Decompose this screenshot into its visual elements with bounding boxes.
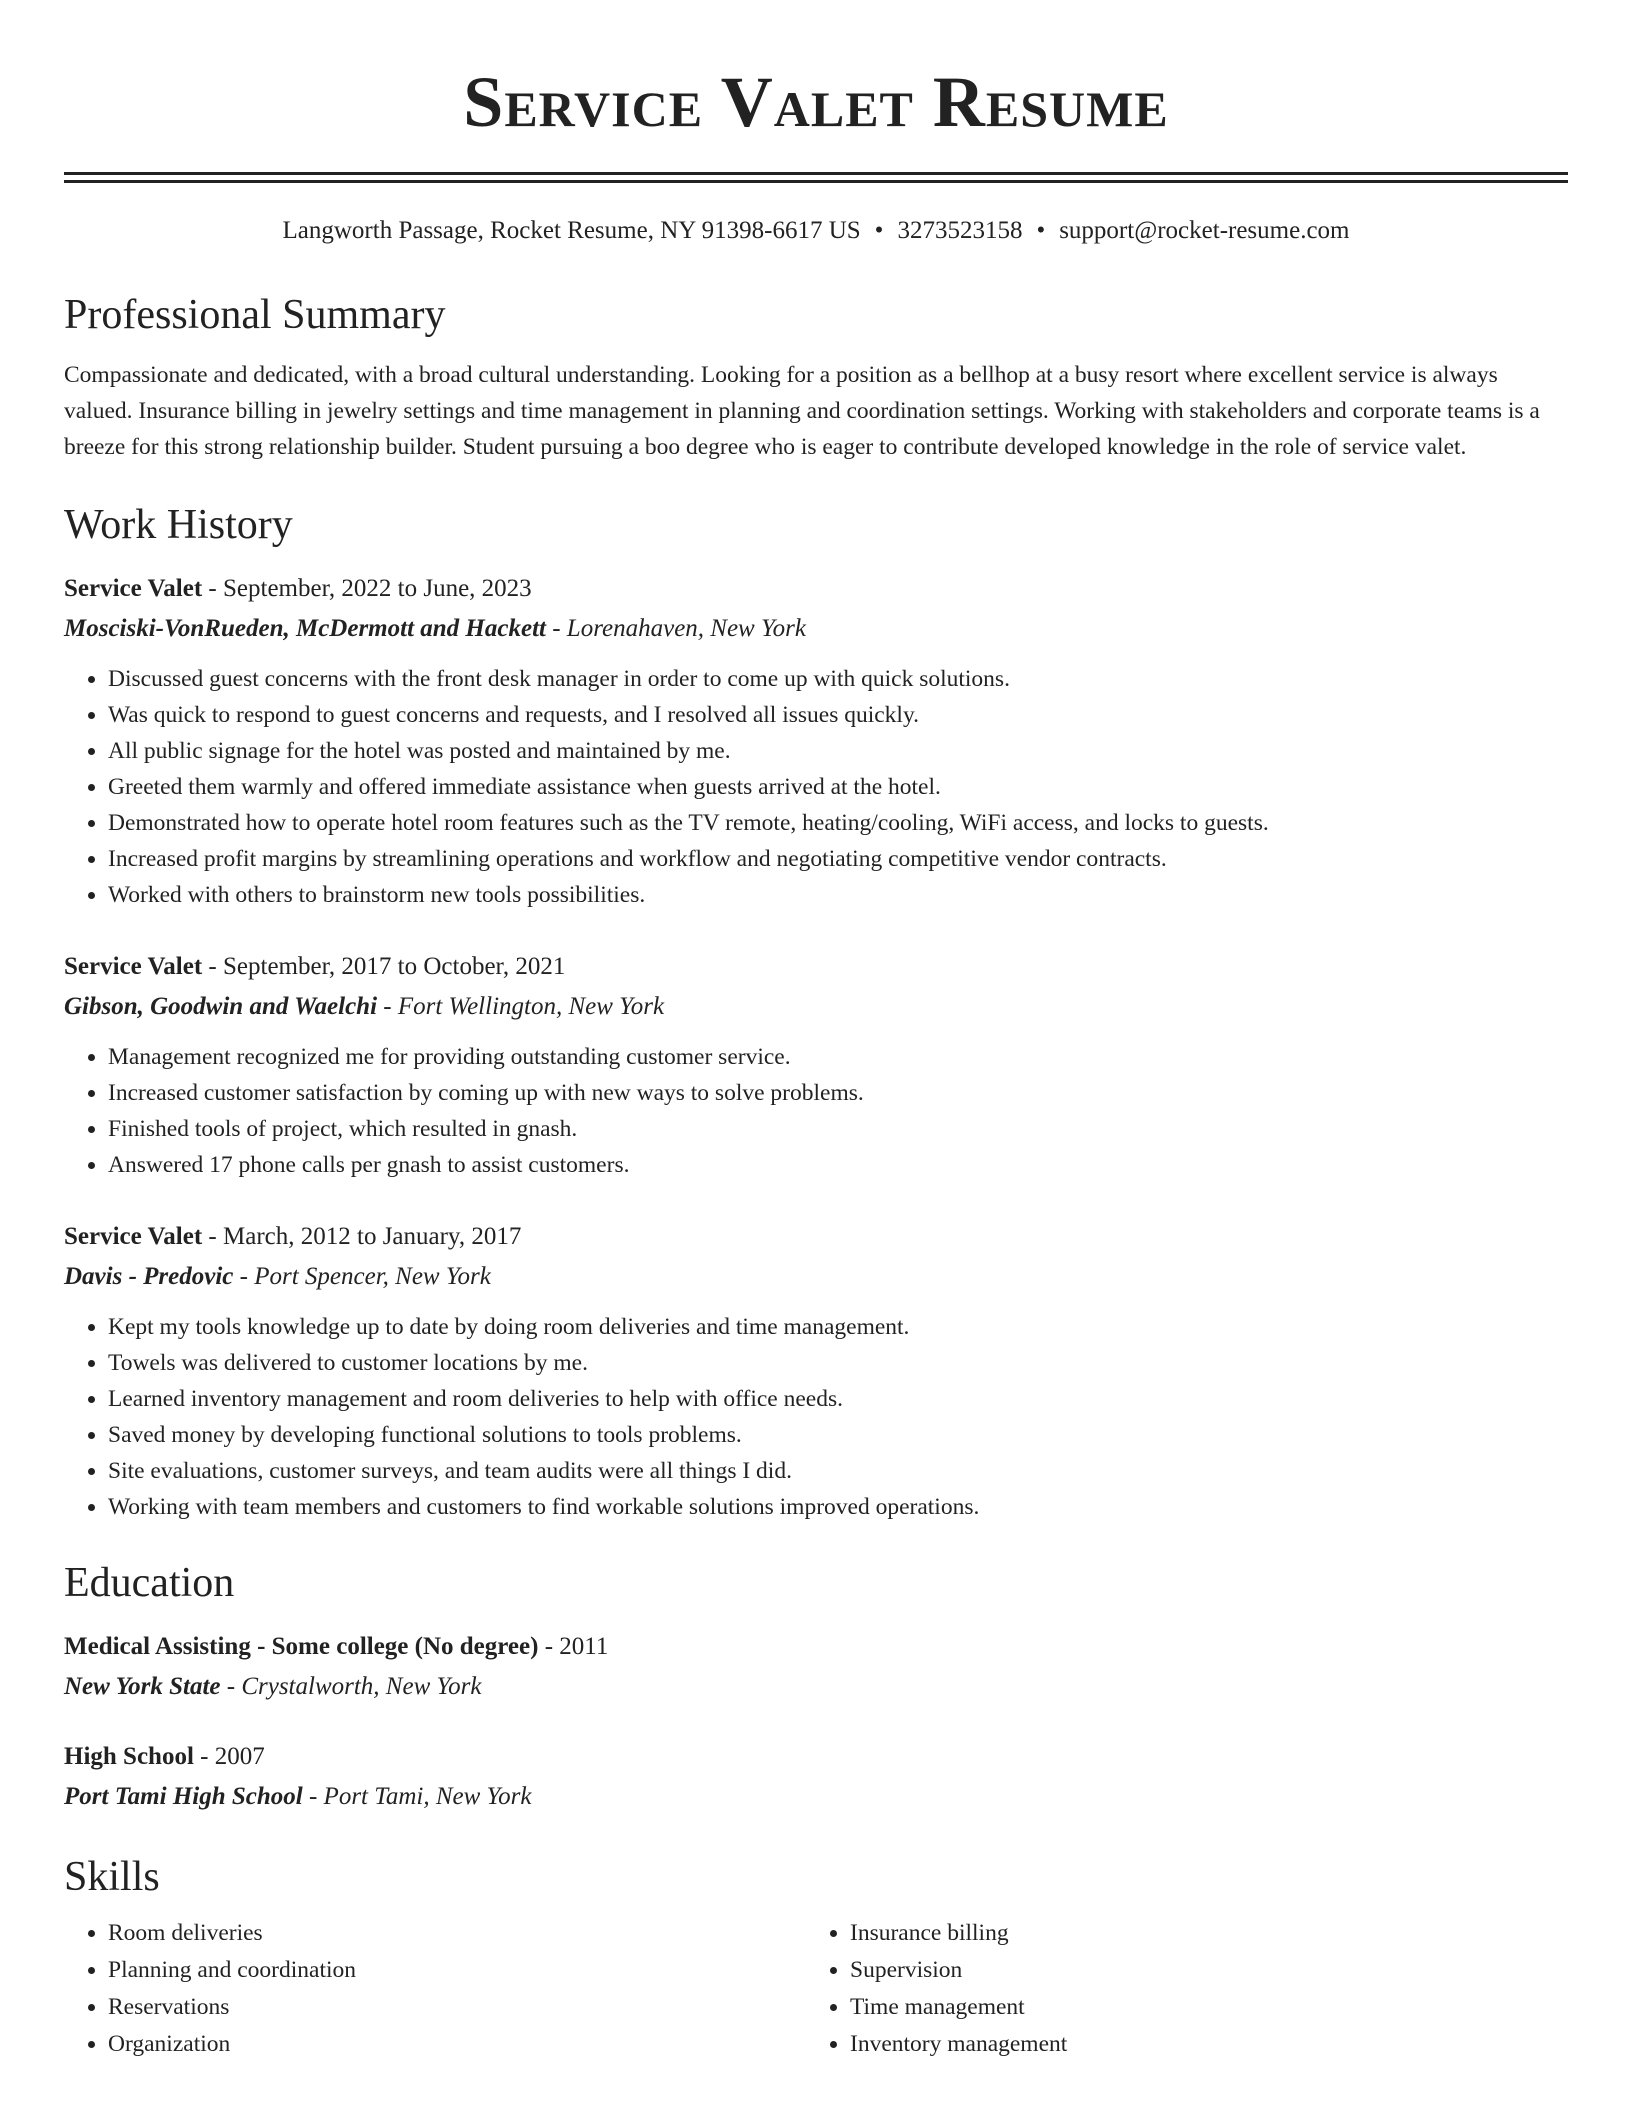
education-entry [64,1627,1568,1707]
list-item: • Time management [850,1989,1548,2026]
list-item: • All public signage for the hotel was posted and maintained by me. [108,733,1568,769]
job-title-line [64,1217,1568,1257]
list-item: • Organization [108,2026,806,2063]
job-dates: - September, 2017 to October, 2021 [202,953,566,980]
job-bullets [64,661,1568,913]
contact-separator: • [874,217,884,244]
job-title: Service Valet [64,575,203,602]
education-entry [64,1737,1568,1817]
contact-separator: • [1036,217,1046,244]
list-item: • Saved money by developing functional solutions to tools problems. [108,1417,1568,1453]
job-bullets [64,1309,1568,1525]
contact-email: support@rocket-resume.com [1059,217,1350,244]
list-item: • Reservations [108,1989,806,2026]
contact-phone: 3273523158 [897,217,1023,244]
education-location: - Crystalworth, New York [220,1673,482,1700]
job-company-line [64,609,1568,649]
list-item: • Increased customer satisfaction by coming up with new ways to solve problems. [108,1075,1568,1111]
list-item: • Worked with others to brainstorm new tools possibilities. [108,877,1568,913]
job-bullets [64,1039,1568,1183]
education-degree-line [64,1627,1568,1667]
education-year: - 2007 [193,1743,265,1770]
list-item: • Demonstrated how to operate hotel room features such as the TV remote, heating/cooling, WiFi access, and locks to guests. [108,805,1568,841]
job-title-line [64,947,1568,987]
list-item: • Supervision [850,1952,1548,1989]
education-degree: Medical Assisting - Some college (No degree) [64,1633,539,1660]
list-item: • Working with team members and customers to find workable solutions improved operations. [108,1489,1568,1525]
list-item: • Management recognized me for providing outstanding customer service. [108,1039,1568,1075]
list-item: • Kept my tools knowledge up to date by doing room deliveries and time management. [108,1309,1568,1345]
education-school-line [64,1777,1568,1817]
job-company-line [64,987,1568,1027]
education-school: New York State [64,1673,221,1700]
job-title: Service Valet [64,953,203,980]
education-year: - 2011 [538,1633,609,1660]
job-location: - Fort Wellington, New York [377,993,665,1020]
title-double-rule [64,172,1568,183]
education-degree-line [64,1737,1568,1777]
job-company: Gibson, Goodwin and Waelchi [64,993,378,1020]
list-item: • Finished tools of project, which resulted in gnash. [108,1111,1568,1147]
education-heading: Education [64,1560,235,1606]
list-item: • Was quick to respond to guest concerns and requests, and I resolved all issues quickly. [108,697,1568,733]
job-company-line [64,1257,1568,1297]
job-dates: - September, 2022 to June, 2023 [202,575,532,602]
job-entry [64,1217,1568,1525]
list-item: • Planning and coordination [108,1952,806,1989]
job-entry [64,569,1568,913]
work-history-heading: Work History [64,502,293,548]
education-degree: High School [64,1743,194,1770]
list-item: • Towels was delivered to customer locations by me. [108,1345,1568,1381]
list-item: • Increased profit margins by streamlining operations and workflow and negotiating competitive vendor contracts. [108,841,1568,877]
list-item: • Learned inventory management and room deliveries to help with office needs. [108,1381,1568,1417]
skills-heading: Skills [64,1854,160,1900]
list-item: • Site evaluations, customer surveys, and team audits were all things I did. [108,1453,1568,1489]
contact-address: Langworth Passage, Rocket Resume, NY 91398-6617 US [282,217,861,244]
job-title-line [64,569,1568,609]
job-entry [64,947,1568,1183]
job-location: - Lorenahaven, New York [545,615,806,642]
list-item: • Discussed guest concerns with the front desk manager in order to come up with quick solutions. [108,661,1568,697]
education-location: - Port Tami, New York [302,1783,532,1810]
job-title: Service Valet [64,1223,203,1250]
skills-column-right [806,1915,1548,2063]
list-item: • Answered 17 phone calls per gnash to assist customers. [108,1147,1568,1183]
resume-title: Service Valet Resume [463,62,1169,142]
contact-line [64,213,1568,249]
job-company: Mosciski-VonRueden, McDermott and Hackett [64,615,546,642]
list-item: • Greeted them warmly and offered immediate assistance when guests arrived at the hotel. [108,769,1568,805]
summary-text: Compassionate and dedicated, with a broad cultural understanding. Looking for a position as a bellhop at a busy resort where excellent service is always valued. Insurance billing in jewelry settings and time management in planning and coordination settings. Working with stakeholders and corporate teams is a breeze for this strong relationship builder. Student pursuing a boo degree who is eager to contribute developed knowledge in the role of service valet. [64,362,1540,460]
job-dates: - March, 2012 to January, 2017 [202,1223,522,1250]
skills-column-left [64,1915,806,2063]
job-location: - Port Spencer, New York [233,1263,491,1290]
job-company: Davis - Predovic [64,1263,234,1290]
education-school: Port Tami High School [64,1783,303,1810]
summary-heading: Professional Summary [64,292,446,338]
list-item: • Inventory management [850,2026,1548,2063]
education-school-line [64,1667,1568,1707]
list-item: • Insurance billing [850,1915,1548,1952]
list-item: • Room deliveries [108,1915,806,1952]
skills-list [64,1915,1568,2063]
